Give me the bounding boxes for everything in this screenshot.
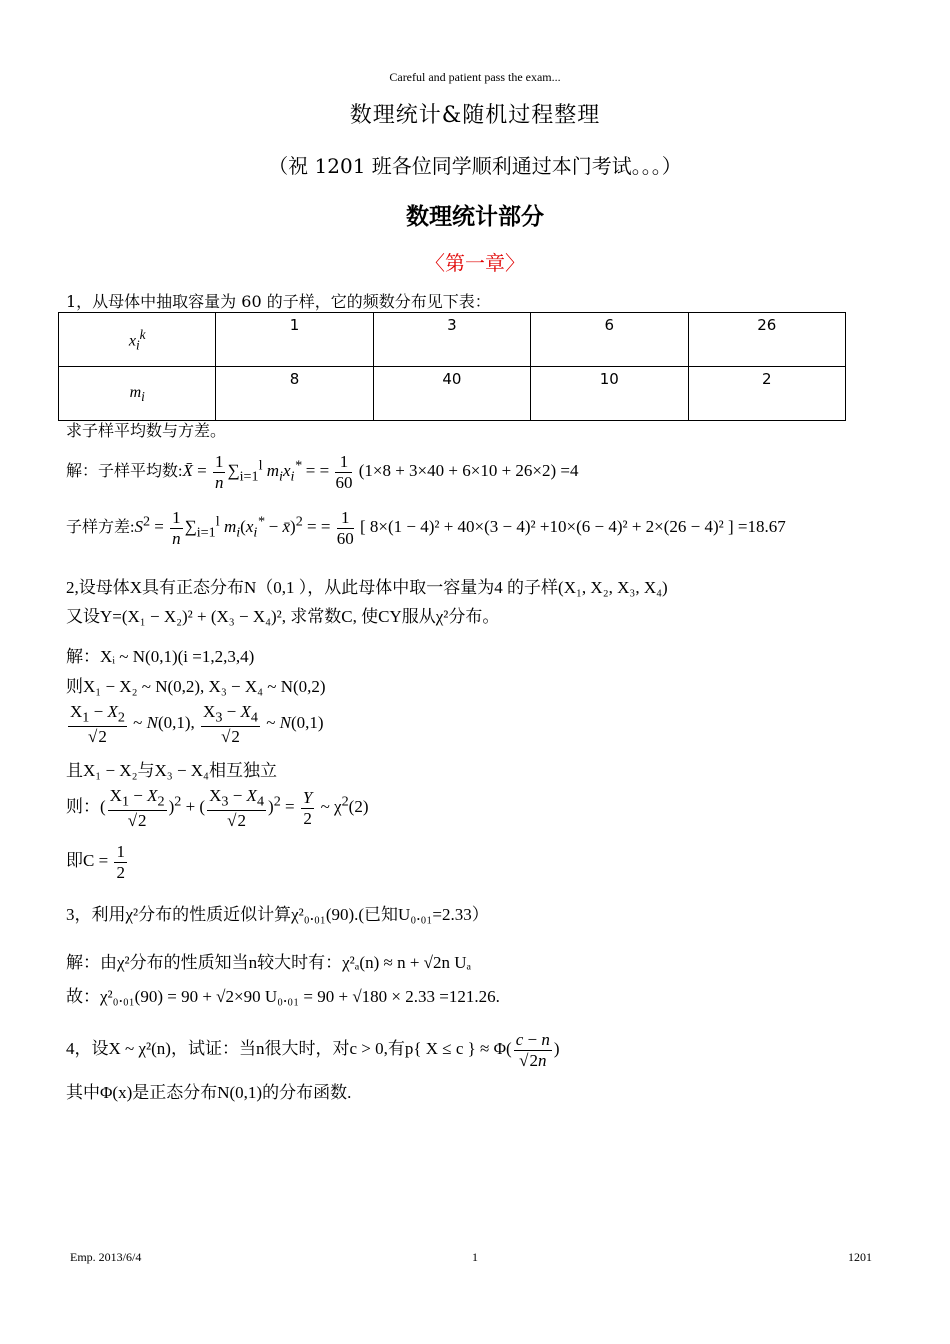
problem4-line1: 4，设X ~ χ²(n)，试证：当n很大时，对c > 0,有p{ X ≤ c } ≈ Φ( $\frac{c - n}{√2n}$ ) <box>66 1030 560 1070</box>
problem2-sol4: 且X₁ − X₂与X₃ − X₄相互独立 <box>66 761 277 780</box>
problem3-sol2: 故：χ²₀.₀₁(90) = 90 + √2×90 U₀.₀₁ = 90 + √180 × 2.33 =121.26. <box>66 987 500 1006</box>
table-cell: 6 <box>531 313 688 367</box>
table-cell: 1 <box>216 313 373 367</box>
problem1-ask: 求子样平均数与方差。 <box>66 421 227 440</box>
footer-page-number: 1 <box>472 1250 478 1264</box>
section-title: 数理统计部分 <box>406 204 544 230</box>
problem2-line2: 又设Y=(X₁ − X₂)² + (X₃ − X₄)², 求常数C, 使CY服从χ²分布。 <box>66 607 500 626</box>
problem3-line1: 3，利用χ²分布的性质近似计算χ²₀.₀₁(90).(已知U₀.₀₁=2.33） <box>66 905 489 924</box>
mean-label: 解：子样平均数: <box>66 462 183 480</box>
header-note: Careful and patient pass the exam... <box>389 70 561 84</box>
frequency-table <box>58 312 846 421</box>
problem1-question: 1，从母体中抽取容量为 60 的子样，它的频数分布见下表： <box>66 292 491 311</box>
footer-right: 1201 <box>848 1250 872 1264</box>
table-cell: 8 <box>216 367 373 421</box>
variance-formula: 子样方差$:S^2$ = $\frac{1}{n}$ $\sum_{i=1}^l$ $m_i(x_i^*$ − x̄)$^2$ = = $\frac{1}{60}$ [ 8×(1 − 4)² + 40×(3 − 4)² +10×(6 − 4)² + 2×(26 − 4)² ] =18.67 <box>66 508 786 548</box>
row-header-m: $m_i$ <box>59 367 216 421</box>
table-row <box>59 313 846 367</box>
problem2-line1: 2,设母体X具有正态分布N（0,1 ），从此母体中取一容量为4 的子样(X₁, X₂, X₃, X₄) <box>66 578 668 597</box>
variance-label: 子样方差: <box>66 518 135 536</box>
answer-label: 即C = <box>66 850 109 870</box>
problem4-statement: 4，设X ~ χ²(n)，试证：当n很大时，对c > 0,有p{ X ≤ c } ≈ Φ( <box>66 1038 512 1058</box>
denominator-60: 60 <box>335 472 353 492</box>
table-cell: 3 <box>373 313 530 367</box>
document-subtitle: （祝 1201 班各位同学顺利通过本门考试。。。） <box>268 154 682 178</box>
problem2-sol1: 解：Xᵢ ~ N(0,1)(i =1,2,3,4) <box>66 647 255 666</box>
table-cell: 10 <box>531 367 688 421</box>
table-row <box>59 367 846 421</box>
problem4-line2: 其中Φ(x)是正态分布N(0,1)的分布函数. <box>66 1083 352 1102</box>
problem2-sol2: 则X₁ − X₂ ~ N(0,2), X₃ − X₄ ~ N(0,2) <box>66 677 326 696</box>
row-header-x: $x_i^k$ <box>59 313 216 367</box>
mean-calc: (1×8 + 3×40 + 6×10 + 26×2) =4 <box>358 460 579 480</box>
footer-left: Emp. 2013/6/4 <box>70 1250 142 1264</box>
table-cell: 2 <box>688 367 845 421</box>
document-title: 数理统计&随机过程整理 <box>349 103 601 128</box>
chapter-title: 〈第一章〉 <box>425 251 525 275</box>
problem2-sol3: $\frac{X_1 - X_2}{√2}$ ~ N(0,1), $\frac{X_3 - X_4}{√2}$ ~ N(0,1) <box>70 702 324 746</box>
mean-formula: 解：子样平均数:X̄ = $\frac{1}{n}$ $\sum_{i=1}^l$ $m_ix_i^*$ = = $\frac{1}{60}$ (1×8 + 3×40 + 6×10 + 26×2) =4 <box>66 452 579 492</box>
problem3-sol1: 解：由χ²分布的性质知当n较大时有：χ²ₐ(n) ≈ n + √2n Uₐ <box>66 953 472 972</box>
variance-calc: [ 8×(1 − 4)² + 40×(3 − 4)² +10×(6 − 4)² + 2×(26 − 4)² ] =18.67 <box>359 516 786 536</box>
table-cell: 40 <box>373 367 530 421</box>
denominator-60: 60 <box>336 528 354 548</box>
table-cell: 26 <box>688 313 845 367</box>
problem2-sol6: 即C = $\frac{1}{2}$ <box>66 842 125 882</box>
problem2-sol5: 则：( $\frac{X_1 - X_2}{√2}$ )$^2$ + ( $\frac{X_3 - X_4}{√2}$ )$^2$ = $\frac{Y}{2}$ ~ $\chi^2(2)$ <box>66 786 369 830</box>
